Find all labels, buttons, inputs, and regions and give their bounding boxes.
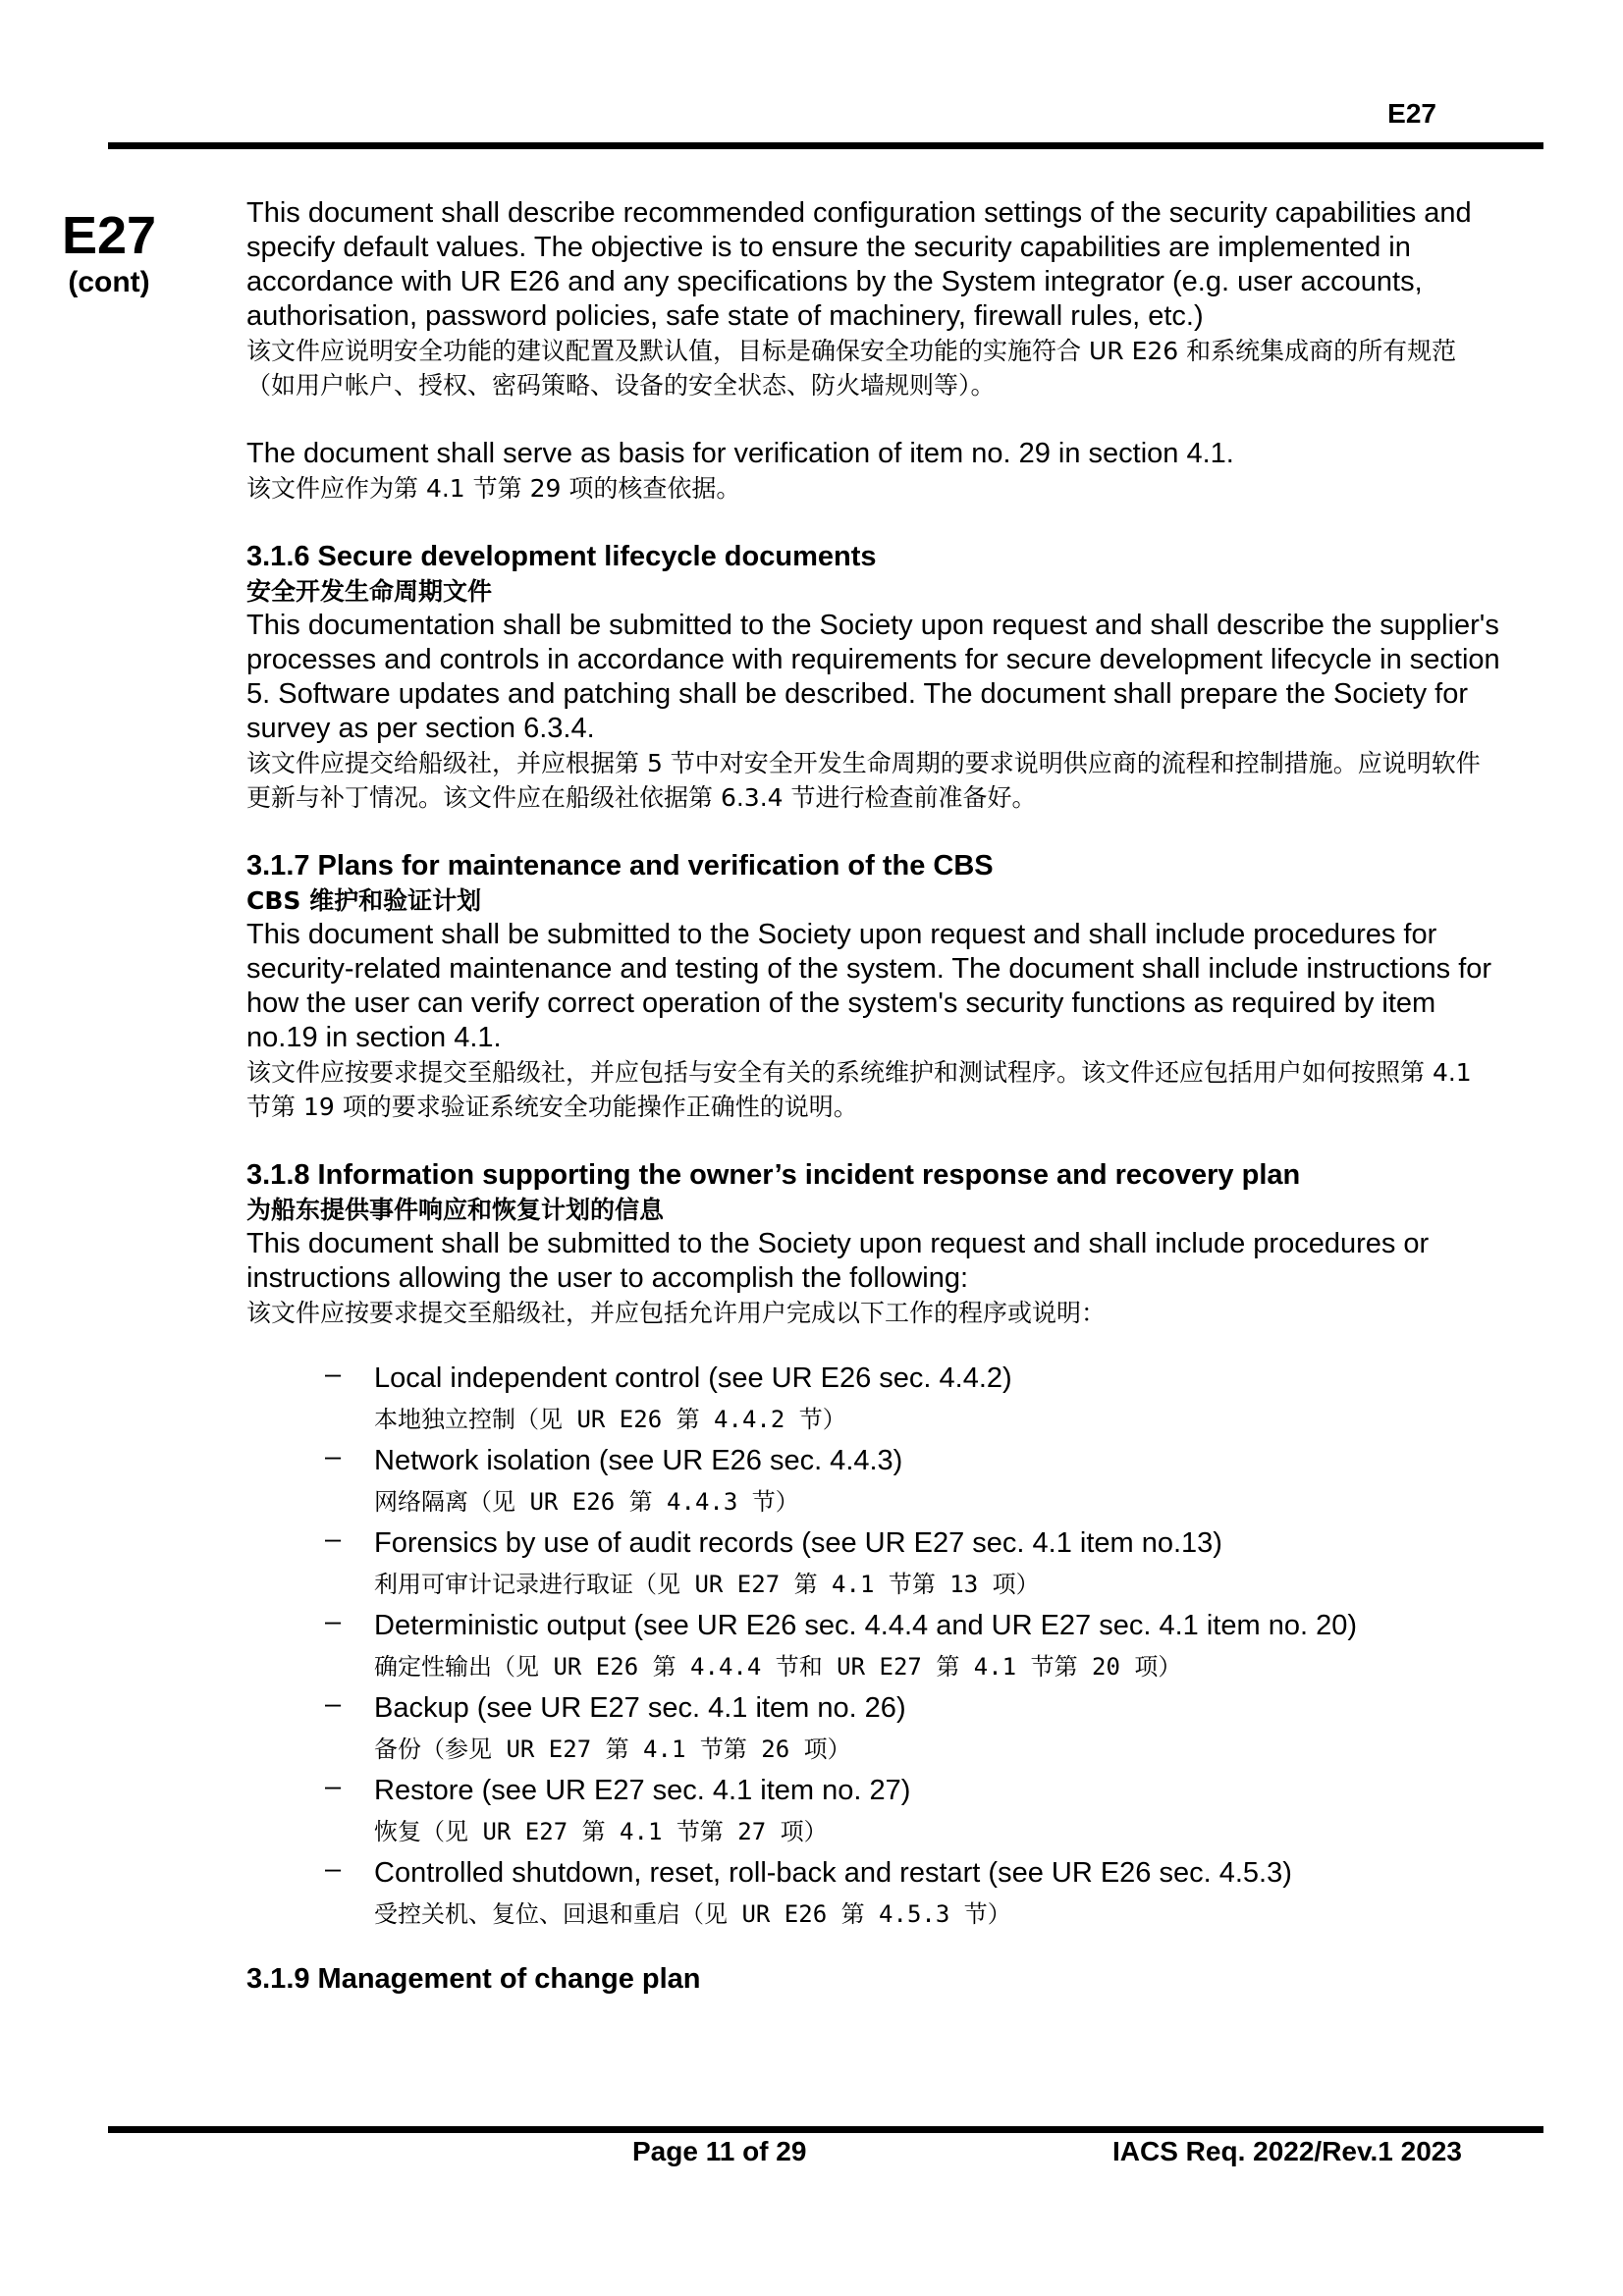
list-item — [246, 1358, 1503, 1440]
section-3-1-7-body-cn: 该文件应按要求提交至船级社，并应包括与安全有关的系统维护和测试程序。该文件还应包括用户如何按照第 4.1 节第 19 项的要求验证系统安全功能操作正确性的说明。 — [246, 1058, 1472, 1121]
list-item-en: Restore (see UR E27 sec. 4.1 item no. 27) — [374, 1775, 911, 1806]
list-item — [246, 1605, 1503, 1687]
document-body — [246, 196, 1503, 1997]
list-item-en: Backup (see UR E27 sec. 4.1 item no. 26) — [374, 1692, 906, 1724]
intro-paragraph-cn: 该文件应说明安全功能的建议配置及默认值，目标是确保安全功能的实施符合 UR E26 和系统集成商的所有规范（如用户帐户、授权、密码策略、设备的安全状态、防火墙规则等）。 — [246, 337, 1457, 400]
section-3-1-6-body-cn: 该文件应提交给船级社，并应根据第 5 节中对安全开发生命周期的要求说明供应商的流程和控制措施。应说明软件更新与补丁情况。该文件应在船级社依据第 6.3.4 节进行检查前准备好。 — [246, 749, 1481, 812]
list-item-cn: 网络隔离（见 UR E26 第 4.4.3 节） — [374, 1488, 799, 1516]
list-item-cn: 本地独立控制（见 UR E26 第 4.4.2 节） — [374, 1406, 846, 1433]
list-item-en: Deterministic output (see UR E26 sec. 4.4.4 and UR E27 sec. 4.1 item no. 20) — [374, 1610, 1357, 1641]
dash-bullet: – — [325, 1441, 342, 1472]
list-item — [246, 1687, 1503, 1770]
list-item-en: Network isolation (see UR E26 sec. 4.4.3) — [374, 1445, 903, 1476]
dash-bullet: – — [325, 1688, 342, 1720]
section-3-1-6-body-en: This documentation shall be submitted to the Society upon request and shall describe the supplier's processes and controls in accordance with requirements for secure development lifecycle in section 5. Software updates and patching shall be described. The document shall prepare the Society for survey as per section 6.3.4. — [246, 610, 1500, 744]
dash-bullet: – — [325, 1359, 342, 1390]
list-item-en: Controlled shutdown, reset, roll-back and restart (see UR E26 sec. 4.5.3) — [374, 1857, 1292, 1889]
dash-bullet: – — [325, 1853, 342, 1885]
list-item-cn: 利用可审计记录进行取证（见 UR E27 第 4.1 节第 13 项） — [374, 1571, 1040, 1598]
side-code: E27 — [61, 206, 157, 265]
section-3-1-8-body-cn: 该文件应按要求提交至船级社，并应包括允许用户完成以下工作的程序或说明： — [246, 1299, 1107, 1327]
header-code: E27 — [1387, 98, 1436, 129]
header-rule — [108, 142, 1543, 149]
section-3-1-6-heading-cn: 安全开发生命周期文件 — [246, 577, 493, 606]
recovery-items-list — [246, 1358, 1503, 1935]
side-margin-label — [55, 206, 163, 300]
dash-bullet: – — [325, 1606, 342, 1637]
basis-paragraph-cn: 该文件应作为第 4.1 节第 29 项的核查依据。 — [246, 474, 741, 503]
list-item-cn: 备份（参见 UR E27 第 4.1 节第 26 项） — [374, 1735, 851, 1763]
list-item-en: Local independent control (see UR E26 sec. 4.4.2) — [374, 1362, 1012, 1394]
list-item-cn: 恢复（见 UR E27 第 4.1 节第 27 项） — [374, 1818, 828, 1845]
footer-rule — [108, 2126, 1543, 2133]
intro-paragraph-en: This document shall describe recommended configuration settings of the security capabilities and specify default values. The objective is to ensure the security capabilities are implemented in accordance with UR E26 and any specifications by the System integrator (e.g. user accounts, authorisation, password policies, safe state of machinery, firewall rules, etc.) — [246, 197, 1472, 332]
section-3-1-6-heading: 3.1.6 Secure development lifecycle documents — [246, 541, 877, 572]
section-3-1-9-heading: 3.1.9 Management of change plan — [246, 1963, 701, 1995]
section-3-1-7-heading: 3.1.7 Plans for maintenance and verification of the CBS — [246, 850, 994, 881]
side-cont: (cont) — [68, 266, 150, 298]
list-item — [246, 1852, 1503, 1935]
list-item — [246, 1440, 1503, 1522]
list-item — [246, 1770, 1503, 1852]
section-3-1-8-body-en: This document shall be submitted to the Society upon request and shall include procedures or instructions allowing the user to accomplish the following: — [246, 1228, 1430, 1294]
footer-page-number: Page 11 of 29 — [632, 2136, 807, 2166]
section-3-1-8-heading: 3.1.8 Information supporting the owner’s incident response and recovery plan — [246, 1159, 1301, 1191]
section-3-1-8-heading-cn: 为船东提供事件响应和恢复计划的信息 — [246, 1196, 665, 1224]
list-item-en: Forensics by use of audit records (see UR E27 sec. 4.1 item no.13) — [374, 1527, 1222, 1559]
list-item-cn: 受控关机、复位、回退和重启（见 UR E26 第 4.5.3 节） — [374, 1900, 1011, 1928]
section-3-1-7-body-en: This document shall be submitted to the Society upon request and shall include procedures for security-related maintenance and testing of the system. The document shall include instructions for how the user can verify correct operation of the system's security functions as required by item no.19 in section 4.1. — [246, 919, 1492, 1053]
section-3-1-7-heading-cn: CBS 维护和验证计划 — [246, 886, 482, 915]
list-item-cn: 确定性输出（见 UR E26 第 4.4.4 节和 UR E27 第 4.1 节第 20 项） — [374, 1653, 1182, 1681]
footer-requirement-id: IACS Req. 2022/Rev.1 2023 — [1112, 2136, 1462, 2166]
basis-paragraph-en: The document shall serve as basis for verification of item no. 29 in section 4.1. — [246, 438, 1234, 469]
list-item — [246, 1522, 1503, 1605]
dash-bullet: – — [325, 1771, 342, 1802]
dash-bullet: – — [325, 1523, 342, 1555]
